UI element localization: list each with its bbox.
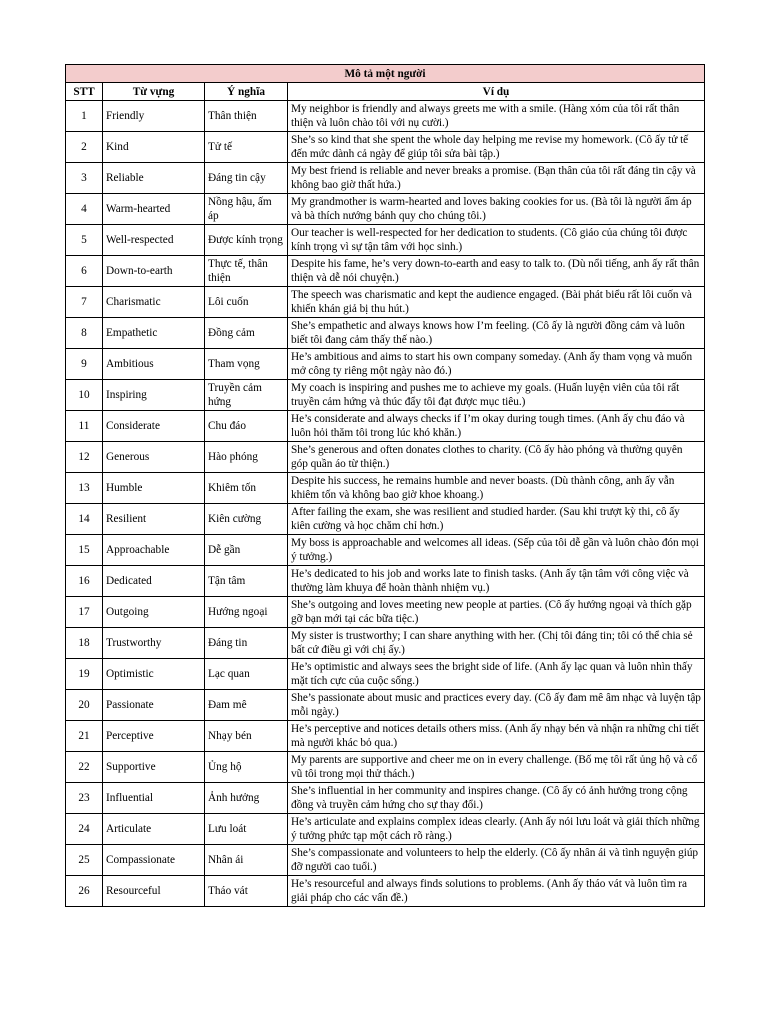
- row-number: 10: [66, 380, 103, 411]
- row-number: 26: [66, 876, 103, 907]
- vocabulary-word: Compassionate: [103, 845, 205, 876]
- vocabulary-word: Dedicated: [103, 566, 205, 597]
- row-number: 16: [66, 566, 103, 597]
- row-number: 19: [66, 659, 103, 690]
- row-number: 8: [66, 318, 103, 349]
- table-row: [66, 783, 705, 814]
- example-sentence: My sister is trustworthy; I can share anything with her. (Chị tôi đáng tin; tôi có thể chia sẻ bất cứ điều gì với chị ấy.): [288, 628, 705, 659]
- table-row: [66, 349, 705, 380]
- example-sentence: My coach is inspiring and pushes me to achieve my goals. (Huấn luyện viên của tôi rất truyền cảm hứng và thúc đẩy tôi đạt được mục tiêu.): [288, 380, 705, 411]
- word-meaning: Đồng cảm: [205, 318, 288, 349]
- table-title: Mô tả một người: [66, 65, 705, 83]
- vocabulary-word: Influential: [103, 783, 205, 814]
- vocabulary-word: Ambitious: [103, 349, 205, 380]
- word-meaning: Nhạy bén: [205, 721, 288, 752]
- header-meaning: Ý nghĩa: [205, 83, 288, 101]
- table-row: [66, 411, 705, 442]
- row-number: 9: [66, 349, 103, 380]
- row-number: 11: [66, 411, 103, 442]
- vocabulary-word: Kind: [103, 132, 205, 163]
- table-row: [66, 318, 705, 349]
- example-sentence: She’s generous and often donates clothes to charity. (Cô ấy hào phóng và thường quyên góp quần áo từ thiện.): [288, 442, 705, 473]
- vocabulary-word: Articulate: [103, 814, 205, 845]
- word-meaning: Tử tế: [205, 132, 288, 163]
- row-number: 15: [66, 535, 103, 566]
- example-sentence: Despite his success, he remains humble and never boasts. (Dù thành công, anh ấy vẫn khiêm tốn và không bao giờ khoe khoang.): [288, 473, 705, 504]
- word-meaning: Thân thiện: [205, 101, 288, 132]
- header-stt: STT: [66, 83, 103, 101]
- header-vocabulary: Từ vựng: [103, 83, 205, 101]
- table-row: [66, 380, 705, 411]
- table-row: [66, 163, 705, 194]
- table-row: [66, 690, 705, 721]
- example-sentence: She’s influential in her community and inspires change. (Cô ấy có ảnh hưởng trong cộng đồng và truyền cảm hứng cho sự thay đổi.): [288, 783, 705, 814]
- example-sentence: My boss is approachable and welcomes all ideas. (Sếp của tôi dễ gần và luôn chào đón mọi ý tưởng.): [288, 535, 705, 566]
- vocabulary-word: Warm-hearted: [103, 194, 205, 225]
- row-number: 22: [66, 752, 103, 783]
- table-row: [66, 442, 705, 473]
- table-row: [66, 225, 705, 256]
- example-sentence: She’s outgoing and loves meeting new people at parties. (Cô ấy hướng ngoại và thích gặp gỡ bạn mới tại các bữa tiệc.): [288, 597, 705, 628]
- vocabulary-word: Charismatic: [103, 287, 205, 318]
- word-meaning: Truyền cảm hứng: [205, 380, 288, 411]
- vocabulary-word: Trustworthy: [103, 628, 205, 659]
- row-number: 21: [66, 721, 103, 752]
- table-row: [66, 597, 705, 628]
- word-meaning: Hướng ngoại: [205, 597, 288, 628]
- vocabulary-word: Resourceful: [103, 876, 205, 907]
- vocabulary-word: Outgoing: [103, 597, 205, 628]
- vocabulary-table: [65, 64, 705, 907]
- vocabulary-word: Friendly: [103, 101, 205, 132]
- row-number: 20: [66, 690, 103, 721]
- word-meaning: Đáng tin cậy: [205, 163, 288, 194]
- word-meaning: Hào phóng: [205, 442, 288, 473]
- table-title-row: [66, 65, 705, 83]
- row-number: 2: [66, 132, 103, 163]
- table-row: [66, 473, 705, 504]
- table-row: [66, 566, 705, 597]
- word-meaning: Kiên cường: [205, 504, 288, 535]
- word-meaning: Thực tế, thân thiện: [205, 256, 288, 287]
- row-number: 17: [66, 597, 103, 628]
- vocabulary-word: Perceptive: [103, 721, 205, 752]
- row-number: 13: [66, 473, 103, 504]
- row-number: 5: [66, 225, 103, 256]
- row-number: 18: [66, 628, 103, 659]
- table-row: [66, 814, 705, 845]
- vocabulary-word: Inspiring: [103, 380, 205, 411]
- vocabulary-word: Down-to-earth: [103, 256, 205, 287]
- word-meaning: Chu đáo: [205, 411, 288, 442]
- table-body: [66, 101, 705, 907]
- row-number: 12: [66, 442, 103, 473]
- vocabulary-word: Approachable: [103, 535, 205, 566]
- table-row: [66, 659, 705, 690]
- example-sentence: The speech was charismatic and kept the audience engaged. (Bài phát biểu rất lôi cuốn và khiến khán giả bị thu hút.): [288, 287, 705, 318]
- vocabulary-word: Well-respected: [103, 225, 205, 256]
- word-meaning: Tham vọng: [205, 349, 288, 380]
- example-sentence: Despite his fame, he’s very down-to-earth and easy to talk to. (Dù nổi tiếng, anh ấy rất thân thiện và dễ nói chuyện.): [288, 256, 705, 287]
- example-sentence: He’s optimistic and always sees the bright side of life. (Anh ấy lạc quan và luôn nhìn thấy mặt tích cực của cuộc sống.): [288, 659, 705, 690]
- table-row: [66, 101, 705, 132]
- row-number: 4: [66, 194, 103, 225]
- table-row: [66, 504, 705, 535]
- example-sentence: He’s dedicated to his job and works late to finish tasks. (Anh ấy tận tâm với công việc và thường làm khuya để hoàn thành nhiệm vụ.): [288, 566, 705, 597]
- word-meaning: Dễ gần: [205, 535, 288, 566]
- example-sentence: He’s considerate and always checks if I’m okay during tough times. (Anh ấy chu đáo và luôn hỏi thăm tôi trong lúc khó khăn.): [288, 411, 705, 442]
- table-row: [66, 628, 705, 659]
- word-meaning: Ủng hộ: [205, 752, 288, 783]
- word-meaning: Khiêm tốn: [205, 473, 288, 504]
- row-number: 7: [66, 287, 103, 318]
- row-number: 23: [66, 783, 103, 814]
- vocabulary-word: Considerate: [103, 411, 205, 442]
- word-meaning: Nhân ái: [205, 845, 288, 876]
- example-sentence: Our teacher is well-respected for her dedication to students. (Cô giáo của chúng tôi được kính trọng vì sự tận tâm với học sinh.): [288, 225, 705, 256]
- vocabulary-word: Optimistic: [103, 659, 205, 690]
- example-sentence: She’s empathetic and always knows how I’m feeling. (Cô ấy là người đồng cảm và luôn biết tôi đang cảm thấy thế nào.): [288, 318, 705, 349]
- header-row: [66, 83, 705, 101]
- example-sentence: She’s passionate about music and practices every day. (Cô ấy đam mê âm nhạc và luyện tập mỗi ngày.): [288, 690, 705, 721]
- header-example: Ví dụ: [288, 83, 705, 101]
- table-row: [66, 845, 705, 876]
- table-row: [66, 535, 705, 566]
- word-meaning: Tháo vát: [205, 876, 288, 907]
- vocabulary-word: Resilient: [103, 504, 205, 535]
- vocabulary-word: Generous: [103, 442, 205, 473]
- vocabulary-word: Reliable: [103, 163, 205, 194]
- example-sentence: She’s compassionate and volunteers to help the elderly. (Cô ấy nhân ái và tình nguyện giúp đỡ người cao tuổi.): [288, 845, 705, 876]
- word-meaning: Được kính trọng: [205, 225, 288, 256]
- table-row: [66, 721, 705, 752]
- vocabulary-word: Passionate: [103, 690, 205, 721]
- table-row: [66, 876, 705, 907]
- row-number: 14: [66, 504, 103, 535]
- example-sentence: After failing the exam, she was resilient and studied harder. (Sau khi trượt kỳ thi, cô ấy kiên cường và học chăm chỉ hơn.): [288, 504, 705, 535]
- table-row: [66, 287, 705, 318]
- row-number: 24: [66, 814, 103, 845]
- word-meaning: Lôi cuốn: [205, 287, 288, 318]
- example-sentence: My grandmother is warm-hearted and loves baking cookies for us. (Bà tôi là người ấm áp và bà thích nướng bánh quy cho chúng tôi.): [288, 194, 705, 225]
- word-meaning: Lạc quan: [205, 659, 288, 690]
- example-sentence: My parents are supportive and cheer me on in every challenge. (Bố mẹ tôi rất ủng hộ và cổ vũ tôi trong mọi thử thách.): [288, 752, 705, 783]
- example-sentence: She’s so kind that she spent the whole day helping me revise my homework. (Cô ấy tử tế đến mức dành cả ngày để giúp tôi sửa bài tập.): [288, 132, 705, 163]
- vocabulary-word: Humble: [103, 473, 205, 504]
- example-sentence: My neighbor is friendly and always greets me with a smile. (Hàng xóm của tôi rất thân thiện và luôn chào tôi với nụ cười.): [288, 101, 705, 132]
- word-meaning: Lưu loát: [205, 814, 288, 845]
- example-sentence: He’s articulate and explains complex ideas clearly. (Anh ấy nói lưu loát và giải thích những ý tưởng phức tạp một cách rõ ràng.): [288, 814, 705, 845]
- word-meaning: Đam mê: [205, 690, 288, 721]
- row-number: 3: [66, 163, 103, 194]
- example-sentence: He’s ambitious and aims to start his own company someday. (Anh ấy tham vọng và muốn mở công ty riêng một ngày nào đó.): [288, 349, 705, 380]
- word-meaning: Ảnh hưởng: [205, 783, 288, 814]
- word-meaning: Đáng tin: [205, 628, 288, 659]
- row-number: 1: [66, 101, 103, 132]
- example-sentence: He’s perceptive and notices details others miss. (Anh ấy nhạy bén và nhận ra những chi tiết mà người khác bỏ qua.): [288, 721, 705, 752]
- vocabulary-word: Empathetic: [103, 318, 205, 349]
- word-meaning: Tận tâm: [205, 566, 288, 597]
- example-sentence: My best friend is reliable and never breaks a promise. (Bạn thân của tôi rất đáng tin cậy và không bao giờ thất hứa.): [288, 163, 705, 194]
- row-number: 6: [66, 256, 103, 287]
- table-row: [66, 256, 705, 287]
- row-number: 25: [66, 845, 103, 876]
- table-row: [66, 752, 705, 783]
- table-row: [66, 194, 705, 225]
- example-sentence: He’s resourceful and always finds solutions to problems. (Anh ấy tháo vát và luôn tìm ra giải pháp cho các vấn đề.): [288, 876, 705, 907]
- word-meaning: Nồng hậu, ấm áp: [205, 194, 288, 225]
- table-row: [66, 132, 705, 163]
- vocabulary-word: Supportive: [103, 752, 205, 783]
